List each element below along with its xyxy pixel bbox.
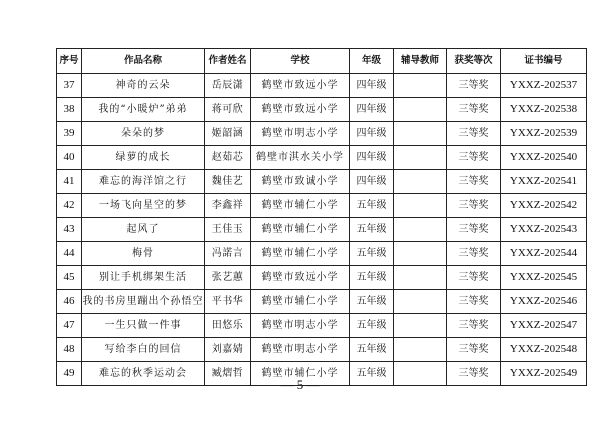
cell-award: 三等奖 bbox=[447, 242, 501, 266]
cell-award: 三等奖 bbox=[447, 170, 501, 194]
cell-title: 梅骨 bbox=[82, 242, 205, 266]
cell-author: 岳辰潇 bbox=[205, 74, 251, 98]
cell-school: 鹤壁市致诚小学 bbox=[251, 170, 350, 194]
cell-no: 45 bbox=[57, 266, 82, 290]
table-row bbox=[57, 170, 587, 194]
award-table bbox=[56, 48, 587, 386]
cell-no: 43 bbox=[57, 218, 82, 242]
cell-award: 三等奖 bbox=[447, 362, 501, 386]
cell-author: 平书华 bbox=[205, 290, 251, 314]
cell-cert: YXXZ-202547 bbox=[501, 314, 587, 338]
table-row bbox=[57, 218, 587, 242]
cell-school: 鹤壁市致远小学 bbox=[251, 98, 350, 122]
cell-school: 鹤壁市明志小学 bbox=[251, 122, 350, 146]
cell-award: 三等奖 bbox=[447, 314, 501, 338]
cell-teacher bbox=[394, 290, 447, 314]
cell-teacher bbox=[394, 74, 447, 98]
cell-author: 刘嘉婧 bbox=[205, 338, 251, 362]
cell-title: 写给李白的回信 bbox=[82, 338, 205, 362]
cell-teacher bbox=[394, 242, 447, 266]
cell-author: 李鑫祥 bbox=[205, 194, 251, 218]
cell-grade: 五年级 bbox=[350, 338, 394, 362]
cell-no: 48 bbox=[57, 338, 82, 362]
cell-grade: 五年级 bbox=[350, 242, 394, 266]
cell-school: 鹤壁市辅仁小学 bbox=[251, 242, 350, 266]
table-row bbox=[57, 74, 587, 98]
cell-grade: 五年级 bbox=[350, 218, 394, 242]
cell-grade: 五年级 bbox=[350, 362, 394, 386]
table-row bbox=[57, 314, 587, 338]
cell-grade: 五年级 bbox=[350, 194, 394, 218]
cell-award: 三等奖 bbox=[447, 266, 501, 290]
cell-author: 蒋可欣 bbox=[205, 98, 251, 122]
cell-school: 鹤壁市致远小学 bbox=[251, 74, 350, 98]
cell-grade: 四年级 bbox=[350, 146, 394, 170]
cell-teacher bbox=[394, 194, 447, 218]
table-row bbox=[57, 338, 587, 362]
cell-title: 绿萝的成长 bbox=[82, 146, 205, 170]
header-school: 学校 bbox=[251, 49, 350, 74]
cell-grade: 四年级 bbox=[350, 170, 394, 194]
cell-school: 鹤壁市致远小学 bbox=[251, 266, 350, 290]
table-header-row bbox=[57, 49, 587, 74]
cell-no: 37 bbox=[57, 74, 82, 98]
cell-no: 39 bbox=[57, 122, 82, 146]
cell-grade: 四年级 bbox=[350, 98, 394, 122]
cell-award: 三等奖 bbox=[447, 290, 501, 314]
cell-author: 张艺蕙 bbox=[205, 266, 251, 290]
cell-school: 鹤壁市辅仁小学 bbox=[251, 218, 350, 242]
cell-cert: YXXZ-202543 bbox=[501, 218, 587, 242]
table-row bbox=[57, 146, 587, 170]
cell-cert: YXXZ-202549 bbox=[501, 362, 587, 386]
cell-cert: YXXZ-202545 bbox=[501, 266, 587, 290]
cell-school: 鹤壁市辅仁小学 bbox=[251, 194, 350, 218]
cell-school: 鹤壁市淇水关小学 bbox=[251, 146, 350, 170]
cell-teacher bbox=[394, 266, 447, 290]
cell-award: 三等奖 bbox=[447, 338, 501, 362]
header-award: 获奖等次 bbox=[447, 49, 501, 74]
cell-teacher bbox=[394, 218, 447, 242]
header-teacher: 辅导教师 bbox=[394, 49, 447, 74]
cell-grade: 五年级 bbox=[350, 266, 394, 290]
cell-teacher bbox=[394, 146, 447, 170]
cell-award: 三等奖 bbox=[447, 98, 501, 122]
cell-author: 王佳玉 bbox=[205, 218, 251, 242]
cell-no: 44 bbox=[57, 242, 82, 266]
table-row bbox=[57, 290, 587, 314]
cell-school: 鹤壁市明志小学 bbox=[251, 338, 350, 362]
cell-teacher bbox=[394, 338, 447, 362]
cell-title: 难忘的秋季运动会 bbox=[82, 362, 205, 386]
cell-cert: YXXZ-202539 bbox=[501, 122, 587, 146]
table-row bbox=[57, 122, 587, 146]
cell-title: 朵朵的梦 bbox=[82, 122, 205, 146]
cell-no: 46 bbox=[57, 290, 82, 314]
cell-school: 鹤壁市辅仁小学 bbox=[251, 290, 350, 314]
cell-title: 我的书房里蹦出个孙悟空 bbox=[82, 290, 205, 314]
cell-title: 一生只做一件事 bbox=[82, 314, 205, 338]
cell-title: 难忘的海洋馆之行 bbox=[82, 170, 205, 194]
cell-title: 神奇的云朵 bbox=[82, 74, 205, 98]
cell-title: 起风了 bbox=[82, 218, 205, 242]
table-body bbox=[57, 74, 587, 386]
cell-cert: YXXZ-202540 bbox=[501, 146, 587, 170]
cell-author: 赵茹芯 bbox=[205, 146, 251, 170]
cell-author: 姬韶涵 bbox=[205, 122, 251, 146]
cell-cert: YXXZ-202546 bbox=[501, 290, 587, 314]
cell-cert: YXXZ-202541 bbox=[501, 170, 587, 194]
cell-grade: 五年级 bbox=[350, 314, 394, 338]
cell-award: 三等奖 bbox=[447, 194, 501, 218]
cell-award: 三等奖 bbox=[447, 218, 501, 242]
cell-no: 42 bbox=[57, 194, 82, 218]
cell-no: 47 bbox=[57, 314, 82, 338]
table-row bbox=[57, 266, 587, 290]
cell-award: 三等奖 bbox=[447, 122, 501, 146]
cell-cert: YXXZ-202542 bbox=[501, 194, 587, 218]
cell-cert: YXXZ-202538 bbox=[501, 98, 587, 122]
cell-no: 40 bbox=[57, 146, 82, 170]
cell-title: 我的“小暖炉”弟弟 bbox=[82, 98, 205, 122]
table-row bbox=[57, 194, 587, 218]
cell-author: 臧熠哲 bbox=[205, 362, 251, 386]
table-row bbox=[57, 98, 587, 122]
cell-grade: 四年级 bbox=[350, 122, 394, 146]
cell-author: 冯諾言 bbox=[205, 242, 251, 266]
header-title: 作品名称 bbox=[82, 49, 205, 74]
cell-no: 41 bbox=[57, 170, 82, 194]
header-author: 作者姓名 bbox=[205, 49, 251, 74]
cell-no: 38 bbox=[57, 98, 82, 122]
cell-cert: YXXZ-202544 bbox=[501, 242, 587, 266]
cell-school: 鹤壁市明志小学 bbox=[251, 314, 350, 338]
cell-no: 49 bbox=[57, 362, 82, 386]
cell-author: 田悠乐 bbox=[205, 314, 251, 338]
cell-teacher bbox=[394, 98, 447, 122]
header-grade: 年级 bbox=[350, 49, 394, 74]
cell-grade: 五年级 bbox=[350, 290, 394, 314]
cell-teacher bbox=[394, 314, 447, 338]
cell-title: 一场飞向星空的梦 bbox=[82, 194, 205, 218]
cell-award: 三等奖 bbox=[447, 74, 501, 98]
cell-title: 别让手机绑架生活 bbox=[82, 266, 205, 290]
cell-cert: YXXZ-202548 bbox=[501, 338, 587, 362]
cell-teacher bbox=[394, 170, 447, 194]
header-no: 序号 bbox=[57, 49, 82, 74]
cell-grade: 四年级 bbox=[350, 74, 394, 98]
cell-cert: YXXZ-202537 bbox=[501, 74, 587, 98]
cell-teacher bbox=[394, 122, 447, 146]
header-cert: 证书编号 bbox=[501, 49, 587, 74]
cell-author: 魏佳艺 bbox=[205, 170, 251, 194]
cell-award: 三等奖 bbox=[447, 146, 501, 170]
page-number: — 5 — bbox=[280, 377, 320, 392]
cell-school: 鹤壁市辅仁小学 bbox=[251, 362, 350, 386]
table-row bbox=[57, 242, 587, 266]
